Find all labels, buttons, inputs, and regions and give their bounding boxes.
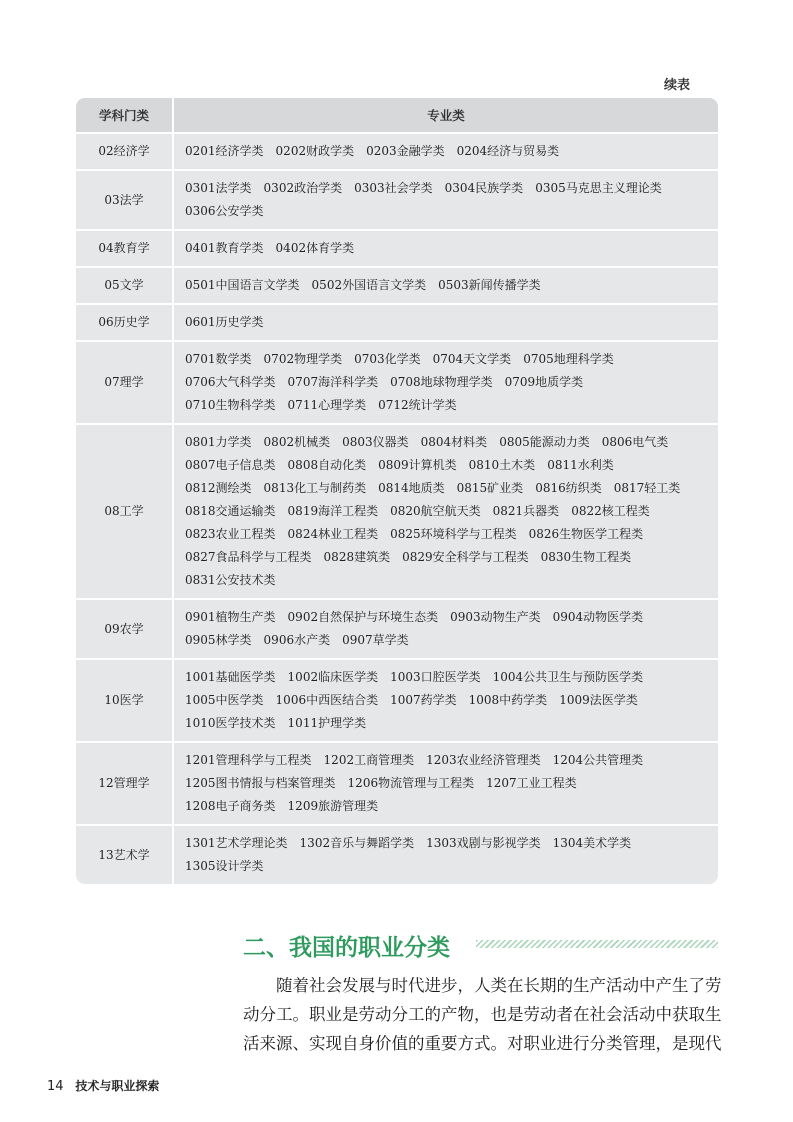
category-cell: 06历史学	[76, 304, 173, 341]
category-cell: 08工学	[76, 424, 173, 599]
major-item: 0304民族学类	[444, 181, 524, 195]
majors-line	[185, 712, 710, 735]
major-item: 0804材料类	[420, 435, 488, 449]
table-row	[76, 341, 718, 424]
major-item: 0814地质类	[378, 481, 445, 495]
major-item: 1209旅游管理类	[287, 799, 379, 813]
major-item: 1006中西医结合类	[275, 693, 379, 707]
major-item: 1207工业工程类	[486, 776, 577, 790]
major-item: 0812测绘类	[185, 481, 252, 495]
table-row	[76, 304, 718, 341]
majors-cell	[173, 267, 718, 304]
majors-line	[185, 431, 710, 454]
majors-line	[185, 772, 710, 795]
continued-label: 续表	[664, 78, 691, 93]
major-item: 0709地质学类	[504, 375, 584, 389]
major-item: 0601历史学类	[185, 315, 264, 329]
major-item: 1003口腔医学类	[390, 670, 481, 684]
majors-line	[185, 832, 710, 855]
majors-cell	[173, 742, 718, 825]
table-body	[76, 133, 718, 884]
category-cell: 05文学	[76, 267, 173, 304]
majors-line	[185, 666, 710, 689]
majors-line	[185, 140, 710, 163]
majors-cell	[173, 230, 718, 267]
major-item: 0817轻工类	[613, 481, 681, 495]
majors-line	[185, 177, 710, 200]
major-item: 1201管理科学与工程类	[185, 753, 312, 767]
majors-cell	[173, 133, 718, 170]
major-item: 1202工商管理类	[323, 753, 415, 767]
major-item: 1204公共管理类	[552, 753, 644, 767]
major-item: 0204经济与贸易类	[456, 144, 560, 158]
major-item: 1206物流管理与工程类	[347, 776, 475, 790]
major-item: 0302政治学类	[263, 181, 343, 195]
major-item: 0704天文学类	[432, 352, 512, 366]
major-item: 1011护理学类	[287, 716, 367, 730]
major-item: 1008中药学类	[468, 693, 548, 707]
major-item: 0906水产类	[263, 633, 331, 647]
major-item: 0807电子信息类	[185, 458, 276, 472]
paragraph-line: 活来源、实现自身价值的重要方式。对职业进行分类管理，是现代	[243, 1034, 722, 1053]
major-item: 0401教育学类	[185, 241, 264, 255]
major-item: 0810土木类	[468, 458, 536, 472]
major-item: 0706大气科学类	[185, 375, 276, 389]
major-item: 0827食品科学与工程类	[185, 550, 312, 564]
major-item: 0303社会学类	[354, 181, 433, 195]
majors-line	[185, 348, 710, 371]
header-majors: 专业类	[173, 98, 718, 133]
majors-cell	[173, 170, 718, 230]
majors-cell	[173, 825, 718, 884]
majors-cell	[173, 304, 718, 341]
table-row	[76, 267, 718, 304]
majors-line	[185, 795, 710, 818]
major-item: 1303戏剧与影视学类	[426, 836, 541, 850]
page-footer	[47, 1077, 159, 1094]
major-item: 1002临床医学类	[287, 670, 379, 684]
major-item: 1010医学技术类	[185, 716, 276, 730]
major-item: 0830生物工程类	[540, 550, 632, 564]
majors-line	[185, 237, 710, 260]
major-item: 1203农业经济管理类	[426, 753, 541, 767]
major-item: 0708地球物理学类	[390, 375, 493, 389]
major-item: 0823农业工程类	[185, 527, 276, 541]
major-item: 0904动物医学类	[552, 610, 644, 624]
major-item: 0818交通运输类	[185, 504, 276, 518]
major-item: 0203金融学类	[366, 144, 445, 158]
major-item: 0711心理学类	[287, 398, 367, 412]
major-item: 1009法医学类	[559, 693, 638, 707]
major-item: 0826生物医学工程类	[528, 527, 644, 541]
major-item: 0813化工与制药类	[263, 481, 367, 495]
major-item: 0802机械类	[263, 435, 331, 449]
major-item: 0816纺织类	[535, 481, 602, 495]
major-item: 0712统计学类	[378, 398, 457, 412]
table-row	[76, 825, 718, 884]
major-item: 0502外国语言文学类	[311, 278, 427, 292]
table-row	[76, 230, 718, 267]
major-item: 1302音乐与舞蹈学类	[299, 836, 415, 850]
majors-line	[185, 523, 710, 546]
book-title: 技术与职业探索	[75, 1079, 160, 1093]
major-item: 1205图书情报与档案管理类	[185, 776, 336, 790]
majors-line	[185, 689, 710, 712]
majors-line	[185, 274, 710, 297]
major-item: 0808自动化类	[287, 458, 367, 472]
major-item: 1304美术学类	[552, 836, 632, 850]
category-cell: 13艺术学	[76, 825, 173, 884]
majors-line	[185, 629, 710, 652]
major-item: 0301法学类	[185, 181, 252, 195]
majors-line	[185, 477, 710, 500]
table-row	[76, 742, 718, 825]
table-row	[76, 599, 718, 659]
major-item: 0819海洋工程类	[287, 504, 379, 518]
table-row	[76, 133, 718, 170]
category-cell: 09农学	[76, 599, 173, 659]
majors-line	[185, 454, 710, 477]
major-item: 1208电子商务类	[185, 799, 276, 813]
majors-line	[185, 546, 710, 569]
category-cell: 02经济学	[76, 133, 173, 170]
major-item: 0821兵器类	[492, 504, 560, 518]
discipline-table	[76, 98, 718, 884]
major-item: 0701数学类	[185, 352, 252, 366]
major-item: 0803仪器类	[342, 435, 409, 449]
major-item: 0805能源动力类	[499, 435, 590, 449]
discipline-table-grid	[76, 98, 718, 884]
majors-line	[185, 749, 710, 772]
major-item: 0707海洋科学类	[287, 375, 379, 389]
section-title-decoration	[476, 940, 718, 948]
major-item: 0705地理科学类	[523, 352, 614, 366]
majors-line	[185, 500, 710, 523]
majors-cell	[173, 341, 718, 424]
header-category: 学科门类	[76, 98, 173, 133]
majors-cell	[173, 659, 718, 742]
major-item: 0809计算机类	[378, 458, 457, 472]
major-item: 0710生物科学类	[185, 398, 276, 412]
category-cell: 03法学	[76, 170, 173, 230]
category-cell: 12管理学	[76, 742, 173, 825]
section-title: 二、我国的职业分类	[243, 934, 450, 961]
major-item: 0905林学类	[185, 633, 252, 647]
major-item: 0806电气类	[601, 435, 669, 449]
major-item: 1001基础医学类	[185, 670, 276, 684]
page-number: 14	[47, 1079, 64, 1094]
majors-cell	[173, 424, 718, 599]
majors-line	[185, 371, 710, 394]
major-item: 0831公安技术类	[185, 573, 276, 587]
majors-line	[185, 855, 710, 878]
major-item: 0306公安学类	[185, 204, 264, 218]
major-item: 0829安全科学与工程类	[402, 550, 529, 564]
major-item: 0820航空航天类	[390, 504, 481, 518]
majors-line	[185, 394, 710, 417]
major-item: 0903动物生产类	[450, 610, 541, 624]
major-item: 0801力学类	[185, 435, 252, 449]
majors-line	[185, 200, 710, 223]
major-item: 1305设计学类	[185, 859, 264, 873]
major-item: 1007药学类	[390, 693, 457, 707]
major-item: 0305马克思主义理论类	[535, 181, 662, 195]
major-item: 0202财政学类	[275, 144, 355, 158]
category-cell: 04教育学	[76, 230, 173, 267]
major-item: 0201经济学类	[185, 144, 264, 158]
major-item: 0907草学类	[342, 633, 409, 647]
major-item: 0902自然保护与环境生态类	[287, 610, 439, 624]
category-cell: 07理学	[76, 341, 173, 424]
majors-line	[185, 311, 710, 334]
major-item: 0811水利类	[547, 458, 614, 472]
major-item: 0828建筑类	[323, 550, 391, 564]
major-item: 1004公共卫生与预防医学类	[492, 670, 644, 684]
table-row	[76, 170, 718, 230]
major-item: 0402体育学类	[275, 241, 355, 255]
table-row	[76, 659, 718, 742]
major-item: 0503新闻传播学类	[438, 278, 541, 292]
major-item: 0501中国语言文学类	[185, 278, 300, 292]
paragraph-line: 随着社会发展与时代进步，人类在长期的生产活动中产生了劳	[276, 976, 722, 995]
category-cell: 10医学	[76, 659, 173, 742]
major-item: 0901植物生产类	[185, 610, 276, 624]
major-item: 0702物理学类	[263, 352, 343, 366]
majors-line	[185, 569, 710, 592]
section-paragraph	[243, 971, 722, 1058]
table-header-row	[76, 98, 718, 133]
major-item: 0815矿业类	[456, 481, 524, 495]
major-item: 0824林业工程类	[287, 527, 379, 541]
major-item: 0822核工程类	[571, 504, 650, 518]
majors-cell	[173, 599, 718, 659]
majors-line	[185, 606, 710, 629]
paragraph-line: 动分工。职业是劳动分工的产物，也是劳动者在社会活动中获取生	[243, 1005, 722, 1024]
major-item: 1005中医学类	[185, 693, 264, 707]
major-item: 0703化学类	[354, 352, 421, 366]
major-item: 1301艺术学理论类	[185, 836, 288, 850]
major-item: 0825环境科学与工程类	[390, 527, 517, 541]
table-row	[76, 424, 718, 599]
